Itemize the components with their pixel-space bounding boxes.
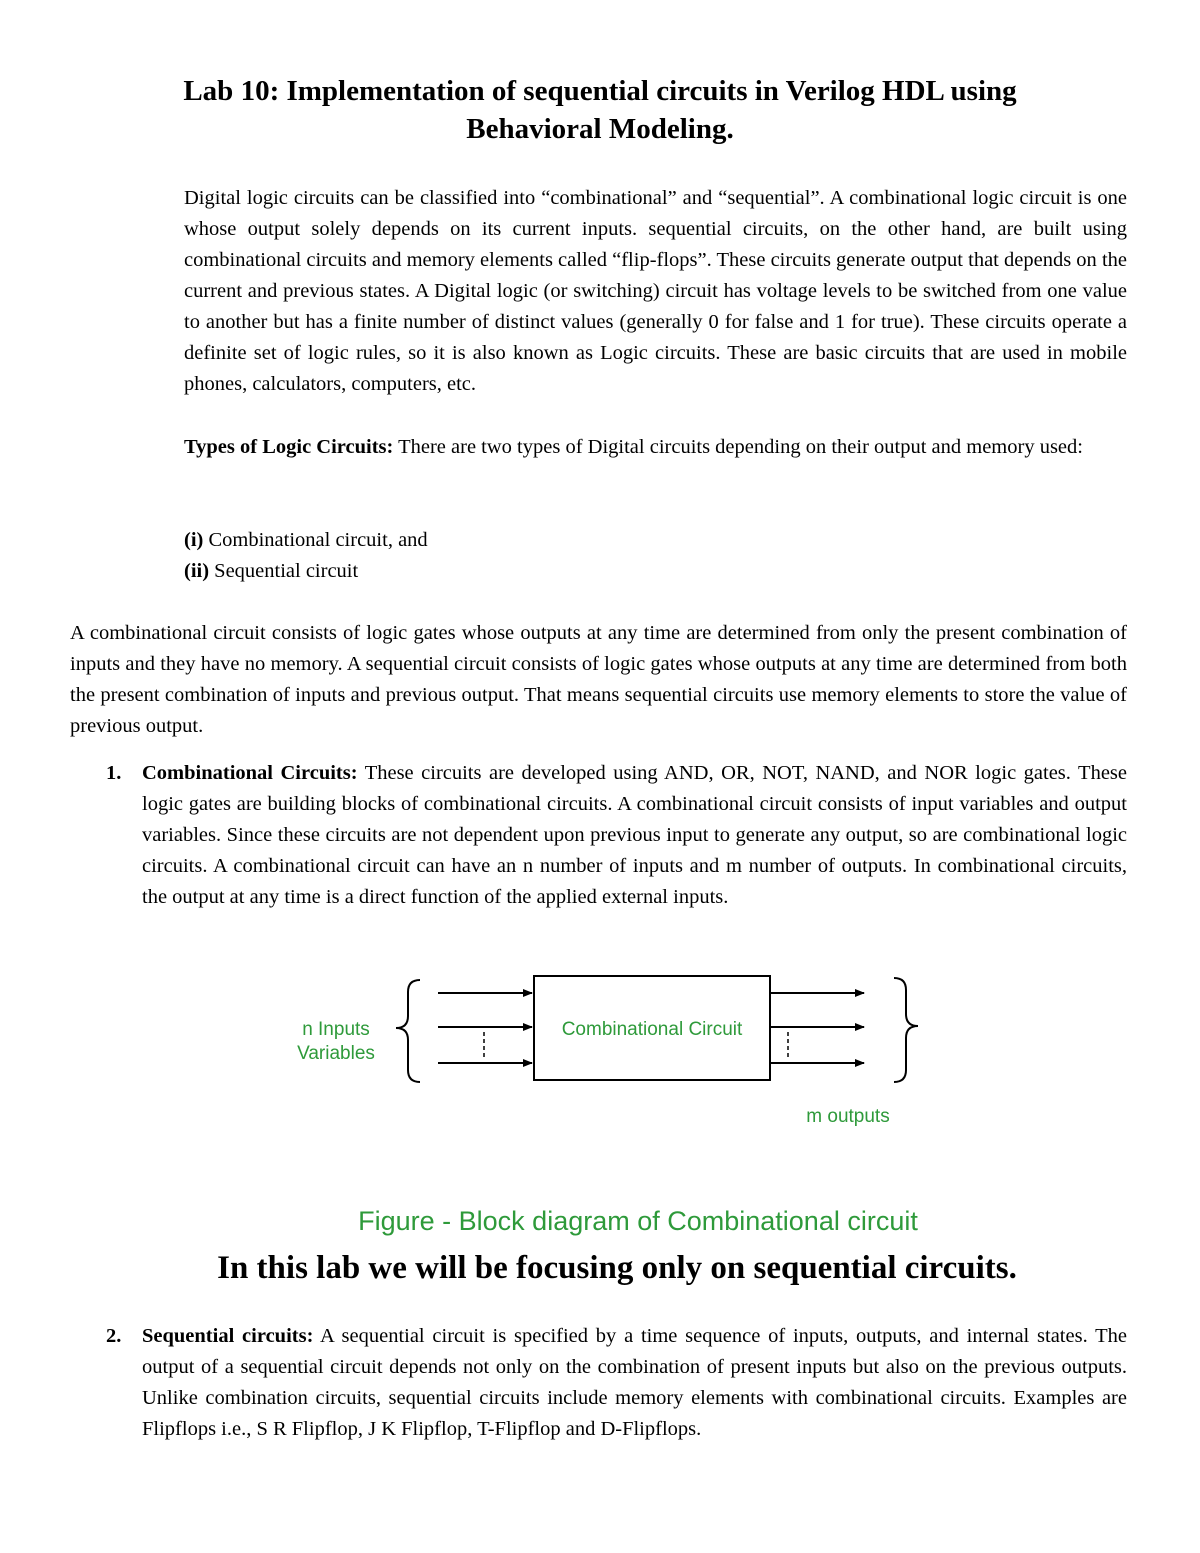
- comparison-paragraph: A combinational circuit consists of logic gates whose outputs at any time are determined from only the present combination of inputs and they have no memory. A sequential circuit consists of logic gates whose outputs at any time are determined from both the present combination of inputs and previous output. That means sequential circuits use memory elements to store the value of previous output.: [70, 622, 1127, 737]
- item-text: These circuits are developed using AND, OR, NOT, NAND, and NOR logic gates. These logic gates are building blocks of combinational circuits. A combinational circuit consists of input variables and output variables. Since these circuits are not dependent upon previous input to generate any output, so are combinational logic circuits. A combinational circuit can have an n number of inputs and m number of outputs. In combinational circuits, the output at any time is a direct function of the applied external inputs.: [142, 762, 1127, 908]
- intro-paragraph: Digital logic circuits can be classified into “combinational” and “sequential”. A combinational logic circuit is one whose output solely depends on its current inputs. sequential circuits, on the other hand, are built using combinational circuits and memory elements called “flip-flops”. These circuits generate output that depends on the current and previous states. A Digital logic (or switching) circuit has voltage levels to be switched from one value to another but has a finite number of distinct values (generally 0 for false and 1 for true). These circuits operate a definite set of logic rules, so it is also known as Logic circuits. These are basic circuits that are used in mobile phones, calculators, computers, etc.: [184, 187, 1127, 395]
- list-item-label: (ii): [184, 560, 210, 582]
- combinational-block-diagram: [290, 968, 930, 1138]
- types-paragraph: [184, 432, 1127, 463]
- numbered-item-combinational: [106, 758, 1127, 948]
- item-number: 1.: [106, 762, 122, 784]
- item-body: [142, 1321, 1127, 1445]
- list-item: [184, 556, 784, 587]
- input-brace: [396, 980, 420, 1082]
- list-item: [184, 525, 784, 556]
- figure-caption: Figure - Block diagram of Combinational circuit: [358, 1206, 918, 1236]
- list-item-text: Sequential circuit: [209, 560, 359, 582]
- output-brace: [894, 978, 918, 1082]
- page-title: [100, 72, 1100, 148]
- item-label: Combinational Circuits:: [142, 762, 358, 784]
- item-number: 2.: [106, 1325, 122, 1347]
- title-line-1: Lab 10: Implementation of sequential circuits in Verilog HDL using: [183, 75, 1017, 107]
- types-list: [184, 525, 784, 587]
- inputs-label-line-1: n Inputs: [302, 1019, 370, 1040]
- types-text: There are two types of Digital circuits depending on their output and memory used:: [393, 436, 1083, 458]
- numbered-item-sequential: [106, 1321, 1127, 1481]
- focus-statement: In this lab we will be focusing only on sequential circuits.: [217, 1250, 1017, 1286]
- title-line-2: Behavioral Modeling.: [466, 113, 734, 145]
- item-label: Sequential circuits:: [142, 1325, 314, 1347]
- list-item-text: Combinational circuit, and: [203, 529, 428, 551]
- block-label: Combinational Circuit: [561, 1019, 743, 1040]
- types-label: Types of Logic Circuits:: [184, 436, 394, 458]
- item-body: [142, 758, 1127, 913]
- inputs-label-line-2: Variables: [297, 1043, 375, 1064]
- outputs-label: m outputs: [806, 1106, 890, 1127]
- item-text: A sequential circuit is specified by a time sequence of inputs, outputs, and internal states. The output of a sequential circuit depends not only on the combination of present inputs but also on the previous outputs. Unlike combination circuits, sequential circuits include memory elements with combinational circuits. Examples are Flipflops i.e., S R Flipflop, J K Flipflop, T-Flipflop and D-Flipflops.: [142, 1325, 1127, 1440]
- list-item-label: (i): [184, 529, 204, 551]
